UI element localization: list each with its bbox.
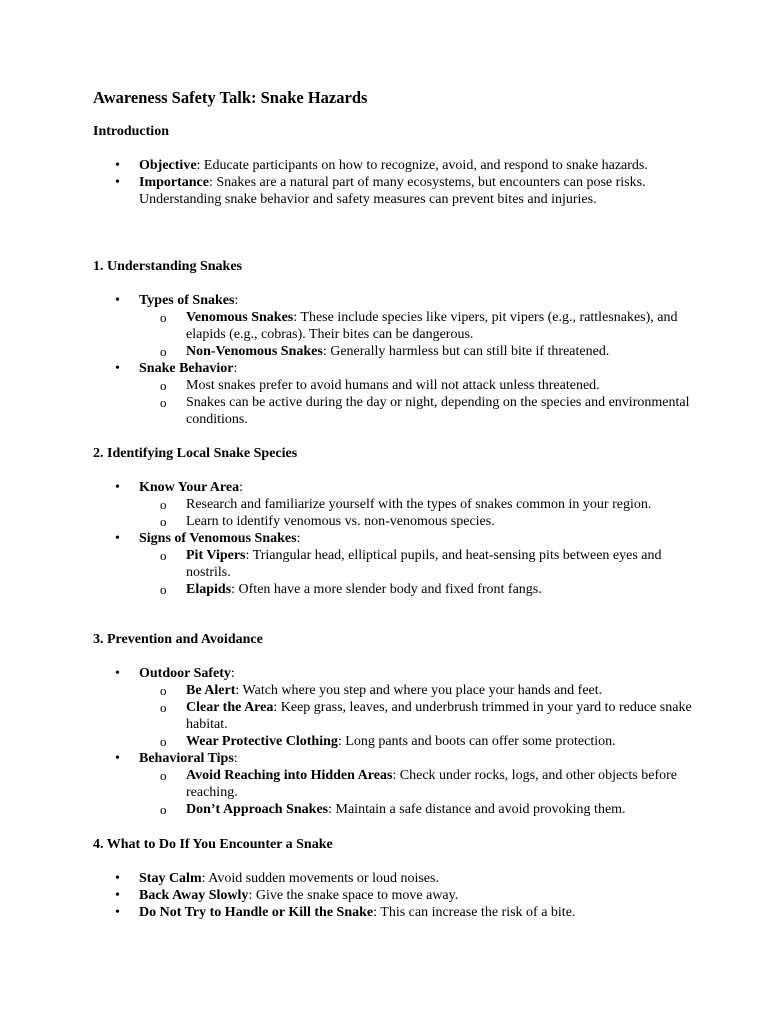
item-label: Avoid Reaching into Hidden Areas <box>186 768 393 783</box>
sub-bullet-marker: o <box>160 683 167 698</box>
item-label: Objective <box>139 158 197 173</box>
sub-bullet-marker: o <box>160 514 167 529</box>
identifying-species-list <box>93 479 693 598</box>
item-label: Wear Protective Clothing <box>186 734 338 749</box>
item-label: Clear the Area <box>186 700 274 715</box>
document-title: Awareness Safety Talk: Snake Hazards <box>93 88 368 107</box>
list-item <box>93 887 693 904</box>
sub-bullet-marker: o <box>160 310 167 325</box>
item-text: : This can increase the risk of a bite. <box>373 905 576 920</box>
item-label: Venomous Snakes <box>186 310 294 325</box>
sub-bullet-marker: o <box>160 734 167 749</box>
item-label: Back Away Slowly <box>139 888 249 903</box>
list-item <box>93 174 693 208</box>
item-text: : <box>296 531 301 546</box>
bullet-marker: • <box>115 531 120 546</box>
item-text: : <box>239 480 243 495</box>
introduction-list <box>93 157 693 208</box>
list-item <box>93 360 693 377</box>
sub-list-item <box>93 377 693 394</box>
sub-bullet-marker: o <box>160 395 167 410</box>
section-heading-identifying-species: 2. Identifying Local Snake Species <box>93 446 298 461</box>
list-item <box>93 870 693 887</box>
item-text: Most snakes prefer to avoid humans and will not attack unless threatened. <box>186 378 600 393</box>
item-label: Don’t Approach Snakes <box>186 802 329 817</box>
sub-list-item <box>93 513 693 530</box>
item-label: Types of Snakes <box>139 293 235 308</box>
item-text: : Educate participants on how to recognize, avoid, and respond to snake hazards. <box>196 158 648 173</box>
sub-list-item <box>93 309 693 343</box>
bullet-marker: • <box>115 751 120 766</box>
list-item <box>93 904 693 921</box>
sub-bullet-marker: o <box>160 378 167 393</box>
sub-list-item <box>93 801 693 818</box>
sub-bullet-marker: o <box>160 582 167 597</box>
sub-list-item <box>93 496 693 513</box>
sub-list-item <box>93 682 693 699</box>
item-text: : Avoid sudden movements or loud noises. <box>201 871 439 886</box>
sub-list-item <box>93 547 693 581</box>
item-label: Non-Venomous Snakes <box>186 344 323 359</box>
sub-list-item <box>93 394 693 428</box>
bullet-marker: • <box>115 871 120 886</box>
encounter-list <box>93 870 693 921</box>
list-item <box>93 292 693 309</box>
item-text: : Maintain a safe distance and avoid provoking them. <box>328 802 626 817</box>
item-text: : <box>233 751 238 766</box>
bullet-marker: • <box>115 175 120 190</box>
bullet-marker: • <box>115 293 120 308</box>
section-heading-understanding-snakes: 1. Understanding Snakes <box>93 259 242 274</box>
sub-bullet-marker: o <box>160 700 167 715</box>
item-label: Importance <box>139 175 209 190</box>
sub-list-item <box>93 343 693 360</box>
item-text: : Snakes are a natural part of many ecosystems, but encounters can pose risks. Understanding snake behavior and safety measures can prevent bites and injuries. <box>139 175 646 207</box>
sub-bullet-marker: o <box>160 548 167 563</box>
item-text: Learn to identify venomous vs. non-venomous species. <box>186 514 495 529</box>
sub-bullet-marker: o <box>160 768 167 783</box>
item-text: : <box>233 361 238 376</box>
sub-list-item <box>93 581 693 598</box>
sub-bullet-marker: o <box>160 802 167 817</box>
list-item <box>93 157 693 174</box>
item-text: : Generally harmless but can still bite if threatened. <box>322 344 610 359</box>
sub-list-item <box>93 733 693 750</box>
bullet-marker: • <box>115 666 120 681</box>
item-label: Elapids <box>186 582 232 597</box>
item-text: : Long pants and boots can offer some protection. <box>337 734 616 749</box>
bullet-marker: • <box>115 480 120 495</box>
item-label: Know Your Area <box>139 480 240 495</box>
bullet-marker: • <box>115 361 120 376</box>
item-text: : <box>230 666 235 681</box>
bullet-marker: • <box>115 905 120 920</box>
item-text: Snakes can be active during the day or night, depending on the species and environmental conditions. <box>186 395 690 427</box>
list-item <box>93 665 693 682</box>
item-label: Do Not Try to Handle or Kill the Snake <box>139 905 374 920</box>
item-label: Be Alert <box>186 683 236 698</box>
sub-list-item <box>93 767 693 801</box>
bullet-marker: • <box>115 888 120 903</box>
item-label: Signs of Venomous Snakes <box>139 531 297 546</box>
item-text: : Triangular head, elliptical pupils, and heat-sensing pits between eyes and nostrils. <box>186 548 662 580</box>
item-label: Behavioral Tips <box>139 751 234 766</box>
item-text: : Keep grass, leaves, and underbrush trimmed in your yard to reduce snake habitat. <box>186 700 692 732</box>
item-label: Pit Vipers <box>186 548 246 563</box>
prevention-list <box>93 665 693 818</box>
item-text: : <box>234 293 239 308</box>
item-label: Snake Behavior <box>139 361 234 376</box>
section-heading-introduction: Introduction <box>93 124 169 139</box>
item-label: Outdoor Safety <box>139 666 231 681</box>
sub-bullet-marker: o <box>160 344 167 359</box>
item-text: : These include species like vipers, pit vipers (e.g., rattlesnakes), and elapids (e.g., cobras). Their bites can be dangerous. <box>186 310 678 342</box>
section-heading-encounter: 4. What to Do If You Encounter a Snake <box>93 837 333 852</box>
sub-list-item <box>93 699 693 733</box>
list-item <box>93 750 693 767</box>
item-text: : Watch where you step and where you place your hands and feet. <box>235 683 603 698</box>
item-text: Research and familiarize yourself with the types of snakes common in your region. <box>186 497 652 512</box>
item-text: : Often have a more slender body and fixed front fangs. <box>231 582 542 597</box>
section-heading-prevention: 3. Prevention and Avoidance <box>93 632 263 647</box>
sub-bullet-marker: o <box>160 497 167 512</box>
item-text: : Check under rocks, logs, and other objects before reaching. <box>186 768 677 800</box>
item-label: Stay Calm <box>139 871 202 886</box>
list-item <box>93 479 693 496</box>
bullet-marker: • <box>115 158 120 173</box>
understanding-snakes-list <box>93 292 693 428</box>
list-item <box>93 530 693 547</box>
item-text: : Give the snake space to move away. <box>248 888 459 903</box>
